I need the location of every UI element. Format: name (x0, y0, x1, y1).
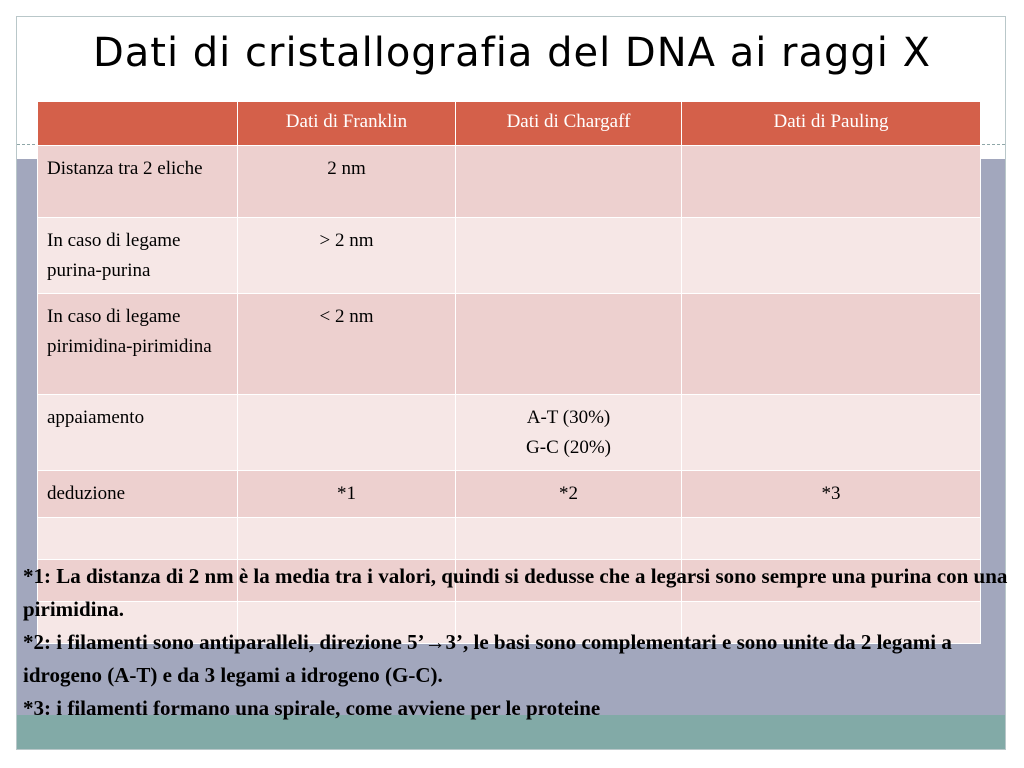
chargaff-cell (456, 517, 682, 559)
chargaff-cell: A-T (30%) G-C (20%) (456, 395, 682, 471)
row-label: Distanza tra 2 eliche (38, 146, 238, 218)
table-row (38, 517, 981, 559)
chargaff-cell (456, 294, 682, 395)
footnote-3: *3: i filamenti formano una spirale, come avviene per le proteine (23, 696, 601, 720)
franklin-cell: *1 (238, 471, 456, 517)
header-cell-empty (38, 102, 238, 146)
pauling-cell (682, 517, 981, 559)
chargaff-cell (456, 218, 682, 294)
chargaff-cell (456, 146, 682, 218)
right-arrow-icon: → (424, 630, 446, 654)
row-label: In caso di legame purina-purina (38, 218, 238, 294)
franklin-cell: < 2 nm (238, 294, 456, 395)
franklin-cell (238, 517, 456, 559)
slide-title: Dati di cristallografia del DNA ai raggi X (92, 30, 932, 76)
franklin-cell: > 2 nm (238, 218, 456, 294)
pauling-cell: *3 (682, 471, 981, 517)
pauling-cell (682, 395, 981, 471)
row-label: appaiamento (38, 395, 238, 471)
franklin-cell (238, 395, 456, 471)
row-label: In caso di legame pirimidina-pirimidina (38, 294, 238, 395)
footnote-2 (23, 626, 1008, 692)
chargaff-cell: *2 (456, 471, 682, 517)
pauling-cell (682, 146, 981, 218)
franklin-cell: 2 nm (238, 146, 456, 218)
table-row (38, 146, 981, 218)
table-row (38, 395, 981, 471)
table-row (38, 294, 981, 395)
footnotes (23, 560, 1008, 725)
table-row (38, 471, 981, 517)
row-label (38, 517, 238, 559)
header-cell-chargaff: Dati di Chargaff (456, 102, 682, 146)
footnote-1: *1: La distanza di 2 nm è la media tra i valori, quindi si dedusse che a legarsi sono sempre una purina con una pirimidina. (23, 564, 1008, 621)
row-label: deduzione (38, 471, 238, 517)
header-cell-pauling: Dati di Pauling (682, 102, 981, 146)
table-row (38, 218, 981, 294)
footnote-2-end: 3’, le basi sono complementari e sono unite da 2 legami a idrogeno (A-T) e da 3 legami a idrogeno (G-C). (23, 630, 952, 687)
pauling-cell (682, 294, 981, 395)
header-cell-franklin: Dati di Franklin (238, 102, 456, 146)
table-header-row (38, 102, 981, 146)
footnote-2-start: *2: i filamenti sono antiparalleli, direzione 5’ (23, 630, 425, 654)
pauling-cell (682, 218, 981, 294)
